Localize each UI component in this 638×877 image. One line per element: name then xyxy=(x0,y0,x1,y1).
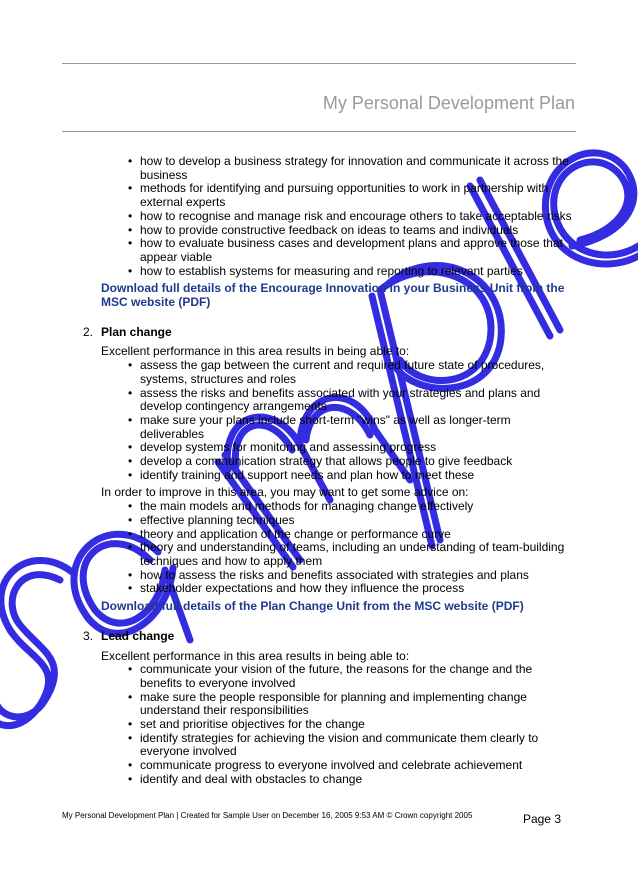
list-item: • how to provide constructive feedback on ideas to teams and individuals xyxy=(0,224,638,238)
list-item: • identify strategies for achieving the vision and communicate them clearly to everyone involved xyxy=(0,732,638,759)
list-item: • effective planning techniques xyxy=(0,514,638,528)
list-item: • make sure the people responsible for planning and implementing change understand their responsibilities xyxy=(0,691,638,718)
list-item: • theory and application of the change or performance curve xyxy=(0,528,638,542)
section-number: 2. xyxy=(83,324,94,339)
list-item: • how to evaluate business cases and development plans and approve those that appear viable xyxy=(0,237,638,264)
list-item: • identify training and support needs and plan how to meet these xyxy=(0,469,638,483)
list-item: • assess the risks and benefits associated with your strategies and plans and develop contingency arrangements xyxy=(0,387,638,414)
list-item: • how to establish systems for measuring and reporting to relevant parties xyxy=(0,265,638,279)
list-item: • develop systems for monitoring and assessing progress xyxy=(0,441,638,455)
header-top-rule xyxy=(62,63,576,64)
list-item: • communicate your vision of the future, the reasons for the change and the benefits to everyone involved xyxy=(0,663,638,690)
list-item: • develop a communication strategy that allows people to give feedback xyxy=(0,455,638,469)
section-intro: Excellent performance in this area results in being able to: xyxy=(101,344,410,359)
plan-change-advice-list xyxy=(0,500,638,596)
advice-intro: In order to improve in this area, you may want to get some advice on: xyxy=(101,485,469,500)
list-item: • methods for identifying and pursuing opportunities to work in partnership with external experts xyxy=(0,182,638,209)
document-title: My Personal Development Plan xyxy=(322,93,575,113)
list-item: • communicate progress to everyone involved and celebrate achievement xyxy=(0,759,638,773)
list-item: • stakeholder expectations and how they influence the process xyxy=(0,582,638,596)
section-number: 3. xyxy=(83,628,94,643)
continued-list xyxy=(0,155,638,278)
list-item: • how to develop a business strategy for innovation and communicate it across the business xyxy=(0,155,638,182)
download-innovation-link[interactable]: Download full details of the Encourage Innovation in your Business Unit from the MSC website (PDF) xyxy=(101,281,565,310)
list-item: • assess the gap between the current and required future state of procedures, systems, structures and roles xyxy=(0,359,638,386)
section-title: Plan change xyxy=(101,324,172,339)
header-bottom-rule xyxy=(62,131,576,132)
list-item: • theory and understanding of teams, including an understanding of team-building techniques and how to apply them xyxy=(0,541,638,568)
list-item: • identify and deal with obstacles to change xyxy=(0,773,638,787)
list-item: • make sure your plans include short-term "wins" as well as longer-term deliverables xyxy=(0,414,638,441)
section-heading-lead-change xyxy=(0,630,638,644)
section-intro: Excellent performance in this area results in being able to: xyxy=(101,648,410,663)
plan-change-list xyxy=(0,359,638,482)
section-title: Lead change xyxy=(101,628,175,643)
page-content xyxy=(0,155,638,787)
footer-text: My Personal Development Plan | Created for Sample User on December 16, 2005 9:53 AM © Crown copyright 2005 xyxy=(62,811,473,820)
list-item: • how to recognise and manage risk and encourage others to take acceptable risks xyxy=(0,210,638,224)
list-item: • the main models and methods for managing change effectively xyxy=(0,500,638,514)
page-number: Page 3 xyxy=(522,812,561,826)
section-heading-plan-change xyxy=(0,326,638,340)
list-item: • set and prioritise objectives for the change xyxy=(0,718,638,732)
download-plan-change-link[interactable]: Download full details of the Plan Change Unit from the MSC website (PDF) xyxy=(101,599,524,614)
lead-change-list xyxy=(0,663,638,786)
list-item: • how to assess the risks and benefits associated with strategies and plans xyxy=(0,569,638,583)
